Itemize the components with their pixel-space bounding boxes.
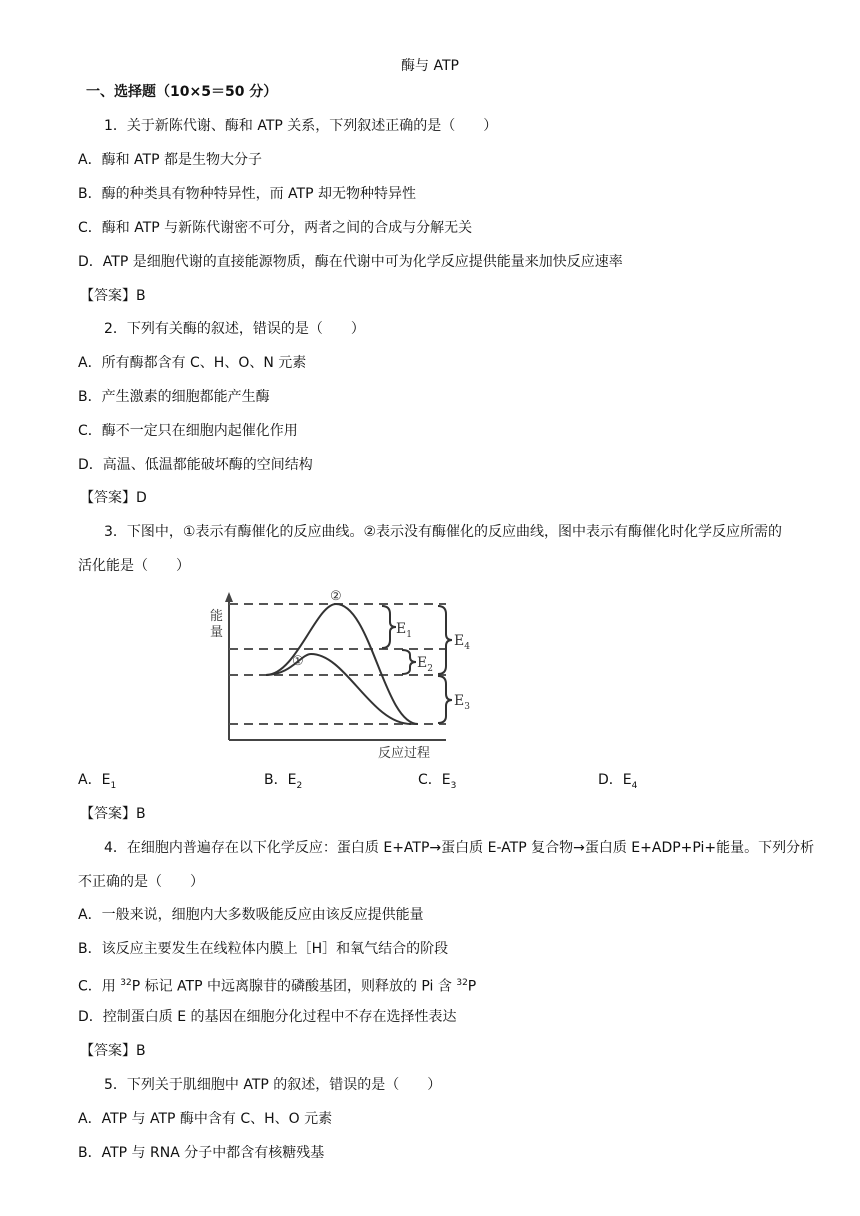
q5-stem: 5．下列关于肌细胞中 ATP 的叙述，错误的是（ ） [104,1077,442,1093]
q2-option-d: D．高温、低温都能破坏酶的空间结构 [78,457,313,473]
q2-stem: 2．下列有关酶的叙述，错误的是（ ） [104,321,365,337]
q3-stem-line2: 活化能是（ ） [78,558,190,574]
q4-option-c: C．用 $^{32}$P 标记 ATP 中远离腺苷的磷酸基团，则释放的 Pi 含 $^{32}$P [78,978,477,995]
q1-option-d: D．ATP 是细胞代谢的直接能源物质，酶在代谢中可为化学反应提供能量来加快反应速率 [78,254,623,270]
brace-e4 [438,606,452,674]
q1-answer: 【答案】B [80,288,146,304]
q2-option-a: A．所有酶都含有 C、H、O、N 元素 [78,355,307,371]
q2-option-c: C．酶不一定只在细胞内起催化作用 [78,423,298,439]
section-heading: 一、选择题（10×5＝50 分） [86,84,278,100]
q4-stem-line2: 不正确的是（ ） [78,874,204,890]
page-title: 酶与 ATP [401,58,459,74]
q4-stem-line1: 4．在细胞内普遍存在以下化学反应：蛋白质 E+ATP→蛋白质 E-ATP 复合物→蛋白质 E+ADP+Pi+能量。下列分析 [104,840,815,856]
curve-with-enzyme [266,654,411,724]
q4-option-b: B．该反应主要发生在线粒体内膜上［H］和氧气结合的阶段 [78,941,449,957]
q4-option-d: D．控制蛋白质 E 的基因在细胞分化过程中不存在选择性表达 [78,1009,457,1025]
q4-option-a: A．一般来说，细胞内大多数吸能反应由该反应提供能量 [78,907,424,923]
q5-option-a: A．ATP 与 ATP 酶中含有 C、H、O 元素 [78,1111,333,1127]
x-axis-label: 反应过程 [378,746,431,760]
q5-option-b: B．ATP 与 RNA 分子中都含有核糖残基 [78,1145,325,1161]
curve-1-label: ① [292,654,304,669]
e1-label: $E_1$ [396,621,412,640]
y-axis-label-char1: 能量 [210,609,224,640]
q3-answer: 【答案】B [80,806,146,822]
q2-option-b: B．产生激素的细胞都能产生酶 [78,389,270,405]
q1-option-a: A．酶和 ATP 都是生物大分子 [78,152,262,168]
q3-stem-line1: 3．下图中，①表示有酶催化的反应曲线。②表示没有酶催化的反应曲线，图中表示有酶催化时化学反应所需的 [104,524,783,540]
brace-e3 [438,676,452,723]
y-axis-arrow [225,592,233,602]
e2-label: $E_2$ [417,655,433,674]
e3-label: $E_3$ [454,693,470,712]
q3-option-a: A．$E_1$ [78,772,117,791]
q3-option-d: D．$E_4$ [598,772,638,791]
q2-answer: 【答案】D [80,490,147,506]
q1-option-b: B．酶的种类具有物种特异性，而 ATP 却无物种特异性 [78,186,416,202]
brace-e1 [382,606,396,648]
q3-option-b: B．$E_2$ [264,772,303,791]
activation-energy-diagram [206,590,506,760]
q3-option-c: C．$E_3$ [418,772,457,791]
curve-2-label: ② [330,590,342,604]
brace-e2 [402,650,416,674]
q1-stem: 1．关于新陈代谢、酶和 ATP 关系，下列叙述正确的是（ ） [104,118,498,134]
q1-option-c: C．酶和 ATP 与新陈代谢密不可分，两者之间的合成与分解无关 [78,220,473,236]
e4-label: $E_4$ [454,633,470,652]
q4-answer: 【答案】B [80,1043,146,1059]
